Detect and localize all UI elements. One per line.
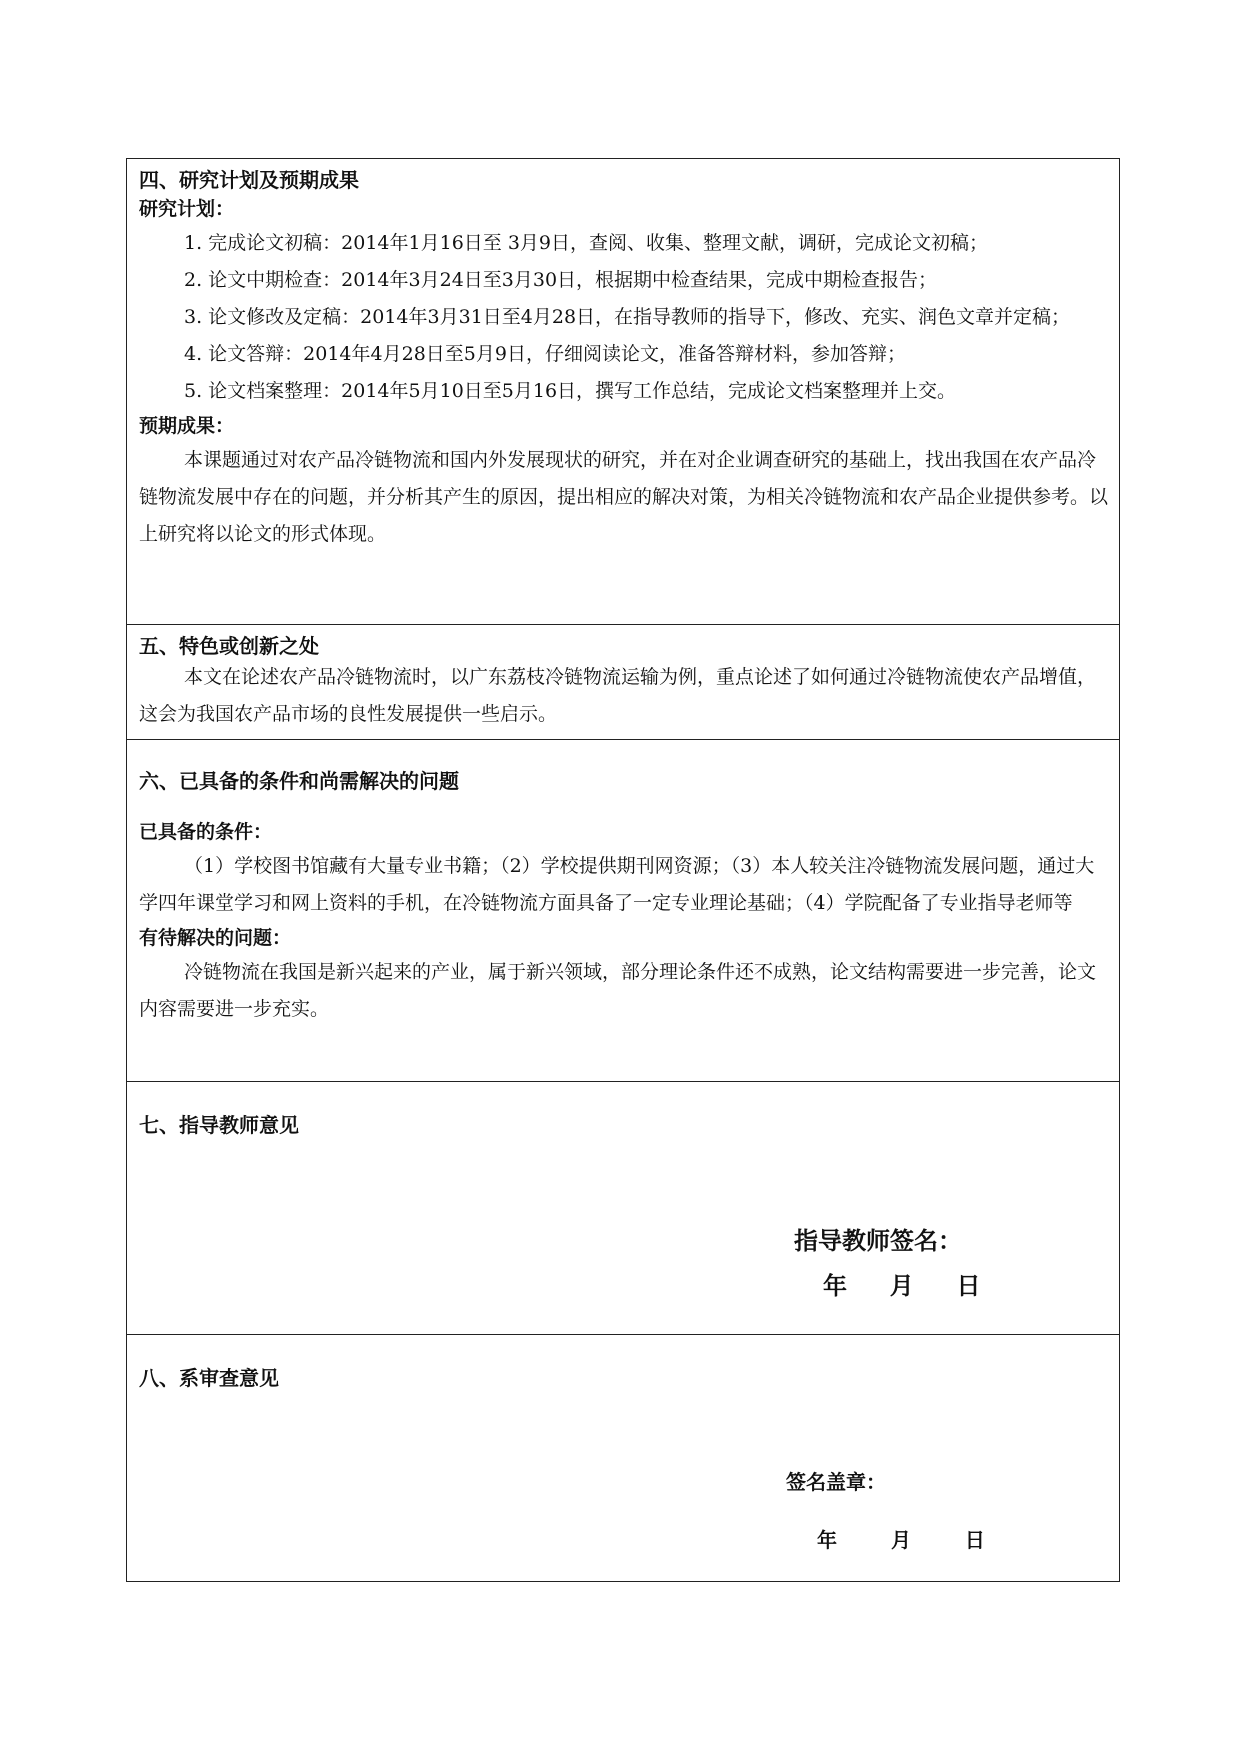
section-features xyxy=(127,625,1119,740)
plan-item: 3. 论文修改及定稿：2014年3月31日至4月28日，在指导教师的指导下，修改、充实、润色文章并定稿； xyxy=(184,306,1071,328)
section-conditions xyxy=(127,740,1119,1082)
section-title: 七、指导教师意见 xyxy=(139,1113,299,1137)
section-title: 八、系审查意见 xyxy=(139,1366,279,1390)
department-date xyxy=(817,1524,985,1553)
section-research-plan xyxy=(127,159,1119,625)
section-title: 六、已具备的条件和尚需解决的问题 xyxy=(139,769,459,793)
have-text: （1）学校图书馆藏有大量专业书籍；（2）学校提供期刊网资源；（3）本人较关注冷链物流发展问题，通过大学四年课堂学习和网上资料的手机，在冷链物流方面具备了一定专业理论基础；（4）学院配备了专业指导老师等 xyxy=(139,855,1095,914)
date-month: 月 xyxy=(890,1528,911,1552)
section-department-review xyxy=(127,1335,1119,1581)
have-label: 已具备的条件： xyxy=(139,821,273,843)
section-title: 四、研究计划及预期成果 xyxy=(139,168,359,192)
date-day: 日 xyxy=(964,1528,985,1552)
plan-item: 5. 论文档案整理：2014年5月10日至5月16日，撰写工作总结，完成论文档案整理并上交。 xyxy=(184,380,957,402)
proposal-form xyxy=(126,158,1120,1582)
date-month: 月 xyxy=(889,1272,914,1300)
todo-text: 冷链物流在我国是新兴起来的产业，属于新兴领域，部分理论条件还不成熟，论文结构需要进一步完善，论文内容需要进一步充实。 xyxy=(139,961,1097,1020)
features-text: 本文在论述农产品冷链物流时，以广东荔枝冷链物流运输为例，重点论述了如何通过冷链物流使农产品增值，这会为我国农产品市场的良性发展提供一些启示。 xyxy=(139,666,1097,725)
advisor-signature-label: 指导教师签名： xyxy=(794,1227,962,1255)
date-year: 年 xyxy=(823,1272,847,1300)
plan-label: 研究计划： xyxy=(139,198,235,220)
plan-item: 4. 论文答辩：2014年4月28日至5月9日，仔细阅读论文，准备答辩材料，参加答辩； xyxy=(184,343,906,365)
result-text: 本课题通过对农产品冷链物流和国内外发展现状的研究，并在对企业调查研究的基础上，找出我国在农产品冷链物流发展中存在的问题，并分析其产生的原因，提出相应的解决对策，为相关冷链物流和农产品企业提供参考。以上研究将以论文的形式体现。 xyxy=(139,449,1109,545)
plan-item: 2. 论文中期检查：2014年3月24日至3月30日，根据期中检查结果，完成中期检查报告； xyxy=(184,269,938,291)
section-title: 五、特色或创新之处 xyxy=(139,634,319,658)
department-signature-label: 签名盖章： xyxy=(786,1470,886,1494)
plan-item: 1. 完成论文初稿：2014年1月16日至 3月9日，查阅、收集、整理文献，调研，完成论文初稿； xyxy=(184,232,989,254)
date-day: 日 xyxy=(956,1272,981,1300)
result-label: 预期成果： xyxy=(139,415,235,437)
advisor-date xyxy=(823,1266,980,1301)
todo-label: 有待解决的问题： xyxy=(139,927,292,949)
date-year: 年 xyxy=(817,1528,837,1552)
section-advisor-opinion xyxy=(127,1082,1119,1335)
